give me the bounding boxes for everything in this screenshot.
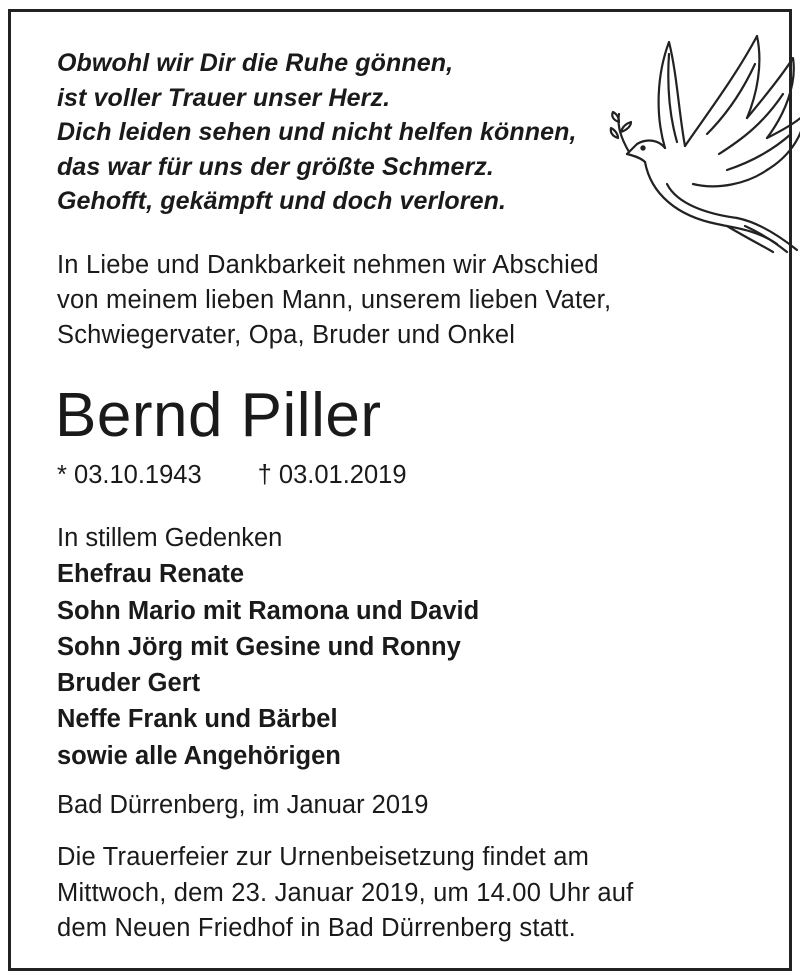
poem-line: Dich leiden sehen und nicht helfen können, [57,118,577,146]
poem-line: Gehofft, gekämpft und doch verloren. [57,187,507,215]
mourners-block [57,520,479,774]
mourner-item: Sohn Mario mit Ramona und David [57,596,480,625]
poem-line: ist voller Trauer unser Herz. [57,83,391,112]
intro-text [57,248,611,353]
mourner-item: Neffe Frank und Bärbel [57,705,338,734]
deceased-name: Bernd Piller [55,381,382,450]
mourner-item: Sohn Jörg mit Gesine und Ronny [57,632,461,661]
ceremony-line: dem Neuen Friedhof in Bad Dürrenberg statt. [57,914,576,942]
poem-line: das war für uns der größte Schmerz. [57,152,494,181]
mourner-item: sowie alle Angehörigen [57,741,341,770]
mourner-item: Bruder Gert [57,669,201,698]
intro-line: In Liebe und Dankbarkeit nehmen wir Abschied [57,251,599,279]
poem [57,46,577,219]
mourner-item: Ehefrau Renate [57,560,245,589]
birth-date: * 03.10.1943 [57,461,202,489]
death-date: † 03.01.2019 [257,461,407,489]
ceremony-line: Mittwoch, dem 23. Januar 2019, um 14.00 Uhr auf [57,878,634,907]
dove-icon [607,34,800,254]
notice-frame [8,9,792,971]
ceremony-info [57,840,633,947]
poem-line: Obwohl wir Dir die Ruhe gönnen, [57,49,454,77]
mourners-heading: In stillem Gedenken [57,524,283,552]
ceremony-line: Die Trauerfeier zur Urnenbeisetzung findet am [57,843,590,871]
intro-line: Schwiegervater, Opa, Bruder und Onkel [57,321,516,349]
life-dates [57,458,407,492]
intro-line: von meinem lieben Mann, unserem lieben Vater, [57,286,612,314]
place-date: Bad Dürrenberg, im Januar 2019 [57,791,429,819]
